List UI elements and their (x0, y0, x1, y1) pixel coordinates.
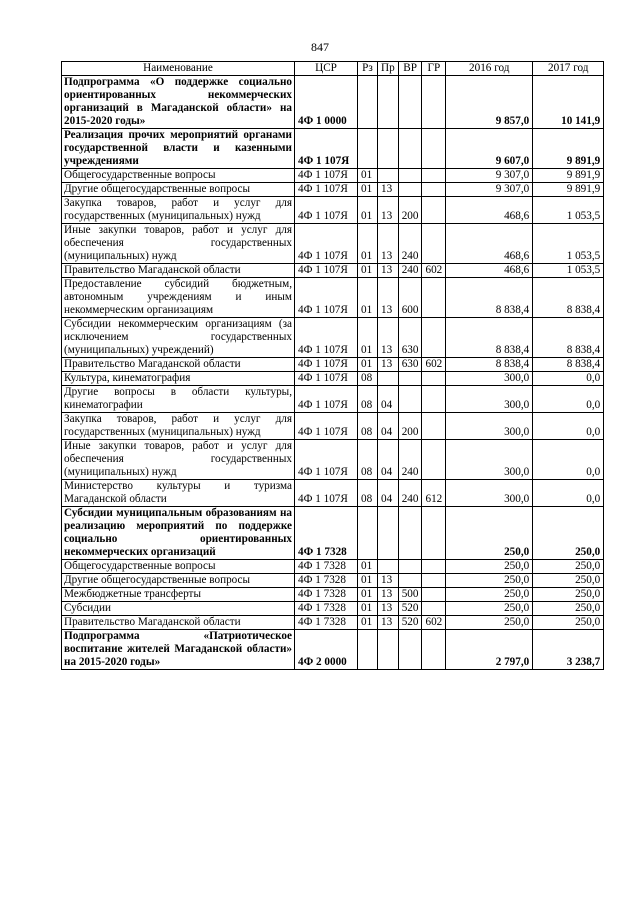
header-row (62, 62, 604, 76)
cell-pr (378, 372, 399, 386)
header-pr: Пр (378, 62, 399, 76)
cell-2016: 8 838,4 (446, 318, 533, 358)
cell-2017: 0,0 (533, 372, 604, 386)
cell-2017: 1 053,5 (533, 264, 604, 278)
table-row (62, 358, 604, 372)
cell-2017: 10 141,9 (533, 76, 604, 129)
cell-gr (422, 169, 446, 183)
cell-2016: 300,0 (446, 440, 533, 480)
cell-2016: 250,0 (446, 588, 533, 602)
cell-name: Общегосударственные вопросы (62, 560, 295, 574)
cell-gr (422, 224, 446, 264)
cell-2017: 250,0 (533, 560, 604, 574)
cell-name: Подпрограмма «О поддержке социально ориентированных некоммерческих организаций в Магаданской области» на 2015-2020 годы» (62, 76, 295, 129)
table-row (62, 440, 604, 480)
cell-rz (358, 76, 378, 129)
cell-rz: 01 (358, 602, 378, 616)
cell-name: Закупка товаров, работ и услуг для государственных (муниципальных) нужд (62, 197, 295, 224)
cell-2017: 0,0 (533, 480, 604, 507)
cell-pr (378, 169, 399, 183)
cell-vr: 240 (398, 264, 422, 278)
cell-rz: 01 (358, 224, 378, 264)
cell-csr: 4Ф 1 7328 (295, 507, 358, 560)
header-gr: ГР (422, 62, 446, 76)
cell-name: Другие общегосударственные вопросы (62, 574, 295, 588)
cell-rz: 08 (358, 386, 378, 413)
cell-gr (422, 440, 446, 480)
cell-gr (422, 630, 446, 670)
cell-2017: 0,0 (533, 440, 604, 480)
header-vr: ВР (398, 62, 422, 76)
cell-csr: 4Ф 1 107Я (295, 358, 358, 372)
cell-csr: 4Ф 1 7328 (295, 560, 358, 574)
cell-2016: 250,0 (446, 560, 533, 574)
cell-vr (398, 630, 422, 670)
cell-vr: 240 (398, 440, 422, 480)
cell-vr: 500 (398, 588, 422, 602)
table-row (62, 480, 604, 507)
header-2016: 2016 год (446, 62, 533, 76)
cell-pr: 13 (378, 602, 399, 616)
table-row (62, 264, 604, 278)
cell-vr (398, 169, 422, 183)
cell-pr: 13 (378, 197, 399, 224)
cell-2016: 9 307,0 (446, 169, 533, 183)
cell-name: Министерство культуры и туризма Магаданской области (62, 480, 295, 507)
cell-2016: 250,0 (446, 616, 533, 630)
cell-pr: 13 (378, 278, 399, 318)
cell-csr: 4Ф 1 107Я (295, 386, 358, 413)
cell-gr: 612 (422, 480, 446, 507)
cell-2016: 250,0 (446, 602, 533, 616)
cell-2017: 9 891,9 (533, 183, 604, 197)
table-row (62, 372, 604, 386)
cell-vr (398, 76, 422, 129)
cell-pr: 04 (378, 386, 399, 413)
cell-rz: 01 (358, 278, 378, 318)
header-rz: Рз (358, 62, 378, 76)
cell-vr: 200 (398, 413, 422, 440)
cell-2017: 8 838,4 (533, 358, 604, 372)
cell-2017: 250,0 (533, 616, 604, 630)
cell-vr: 630 (398, 318, 422, 358)
cell-csr: 4Ф 1 7328 (295, 602, 358, 616)
table-row (62, 278, 604, 318)
cell-2017: 1 053,5 (533, 197, 604, 224)
cell-2016: 250,0 (446, 507, 533, 560)
table-row (62, 224, 604, 264)
cell-pr: 13 (378, 616, 399, 630)
cell-pr: 04 (378, 440, 399, 480)
cell-csr: 4Ф 1 107Я (295, 183, 358, 197)
cell-rz: 01 (358, 197, 378, 224)
cell-vr: 630 (398, 358, 422, 372)
cell-vr: 240 (398, 224, 422, 264)
cell-rz: 08 (358, 440, 378, 480)
cell-csr: 4Ф 2 0000 (295, 630, 358, 670)
cell-2017: 250,0 (533, 602, 604, 616)
page-number: 847 (311, 40, 329, 54)
cell-pr: 13 (378, 318, 399, 358)
table-row (62, 602, 604, 616)
cell-gr (422, 372, 446, 386)
header-csr: ЦСР (295, 62, 358, 76)
cell-csr: 4Ф 1 107Я (295, 440, 358, 480)
cell-csr: 4Ф 1 7328 (295, 574, 358, 588)
cell-vr: 600 (398, 278, 422, 318)
cell-csr: 4Ф 1 107Я (295, 264, 358, 278)
cell-2017: 9 891,9 (533, 169, 604, 183)
cell-gr (422, 197, 446, 224)
cell-csr: 4Ф 1 107Я (295, 129, 358, 169)
cell-2016: 2 797,0 (446, 630, 533, 670)
cell-2016: 468,6 (446, 264, 533, 278)
cell-gr: 602 (422, 358, 446, 372)
cell-pr (378, 507, 399, 560)
cell-rz (358, 507, 378, 560)
cell-csr: 4Ф 1 107Я (295, 318, 358, 358)
budget-table (61, 61, 604, 670)
cell-pr (378, 76, 399, 129)
cell-gr (422, 183, 446, 197)
cell-csr: 4Ф 1 107Я (295, 224, 358, 264)
cell-gr (422, 507, 446, 560)
cell-name: Закупка товаров, работ и услуг для государственных (муниципальных) нужд (62, 413, 295, 440)
cell-2016: 8 838,4 (446, 278, 533, 318)
cell-name: Субсидии муниципальным образованиям на реализацию мероприятий по поддержке социально ориентированных некоммерческих организаций (62, 507, 295, 560)
cell-csr: 4Ф 1 0000 (295, 76, 358, 129)
cell-2016: 300,0 (446, 386, 533, 413)
cell-pr: 13 (378, 588, 399, 602)
cell-2017: 1 053,5 (533, 224, 604, 264)
header-name: Наименование (62, 62, 295, 76)
cell-csr: 4Ф 1 107Я (295, 278, 358, 318)
table-row (62, 169, 604, 183)
cell-pr (378, 560, 399, 574)
cell-pr (378, 129, 399, 169)
cell-gr: 602 (422, 616, 446, 630)
cell-vr (398, 183, 422, 197)
cell-name: Реализация прочих мероприятий органами государственной власти и казенными учреждениями (62, 129, 295, 169)
cell-2016: 9 307,0 (446, 183, 533, 197)
cell-2016: 300,0 (446, 413, 533, 440)
cell-2016: 468,6 (446, 224, 533, 264)
cell-name: Иные закупки товаров, работ и услуг для обеспечения государственных (муниципальных) нужд (62, 224, 295, 264)
cell-pr: 13 (378, 224, 399, 264)
cell-rz: 01 (358, 318, 378, 358)
cell-2016: 8 838,4 (446, 358, 533, 372)
table-row (62, 588, 604, 602)
cell-gr (422, 129, 446, 169)
cell-name: Субсидии некоммерческим организациям (за исключением государственных (муниципальных) учреждений) (62, 318, 295, 358)
cell-pr: 13 (378, 574, 399, 588)
cell-name: Субсидии (62, 602, 295, 616)
cell-rz: 08 (358, 480, 378, 507)
cell-pr: 13 (378, 264, 399, 278)
cell-csr: 4Ф 1 107Я (295, 480, 358, 507)
cell-2016: 300,0 (446, 372, 533, 386)
cell-2017: 250,0 (533, 574, 604, 588)
table-row (62, 507, 604, 560)
table-row (62, 197, 604, 224)
cell-vr: 520 (398, 602, 422, 616)
cell-gr (422, 560, 446, 574)
cell-csr: 4Ф 1 7328 (295, 616, 358, 630)
cell-rz (358, 630, 378, 670)
cell-csr: 4Ф 1 107Я (295, 169, 358, 183)
cell-vr (398, 507, 422, 560)
cell-gr (422, 574, 446, 588)
cell-gr (422, 602, 446, 616)
table-row (62, 129, 604, 169)
cell-rz: 01 (358, 560, 378, 574)
cell-2017: 250,0 (533, 588, 604, 602)
cell-name: Другие общегосударственные вопросы (62, 183, 295, 197)
cell-csr: 4Ф 1 107Я (295, 413, 358, 440)
table-row (62, 560, 604, 574)
table-body (62, 76, 604, 670)
cell-name: Межбюджетные трансферты (62, 588, 295, 602)
cell-csr: 4Ф 1 107Я (295, 372, 358, 386)
cell-rz (358, 129, 378, 169)
cell-2017: 8 838,4 (533, 318, 604, 358)
cell-name: Правительство Магаданской области (62, 358, 295, 372)
cell-pr: 13 (378, 358, 399, 372)
cell-2016: 9 857,0 (446, 76, 533, 129)
cell-rz: 08 (358, 413, 378, 440)
cell-rz: 01 (358, 588, 378, 602)
cell-gr (422, 413, 446, 440)
cell-csr: 4Ф 1 7328 (295, 588, 358, 602)
cell-rz: 01 (358, 169, 378, 183)
cell-2016: 468,6 (446, 197, 533, 224)
table-row (62, 413, 604, 440)
cell-rz: 01 (358, 183, 378, 197)
cell-2016: 250,0 (446, 574, 533, 588)
cell-name: Общегосударственные вопросы (62, 169, 295, 183)
cell-vr: 520 (398, 616, 422, 630)
cell-pr (378, 630, 399, 670)
cell-gr (422, 76, 446, 129)
cell-pr: 13 (378, 183, 399, 197)
table-row (62, 318, 604, 358)
table-row (62, 386, 604, 413)
cell-gr (422, 318, 446, 358)
cell-vr: 200 (398, 197, 422, 224)
cell-gr (422, 386, 446, 413)
cell-vr (398, 129, 422, 169)
table-row (62, 616, 604, 630)
cell-2017: 9 891,9 (533, 129, 604, 169)
cell-2017: 0,0 (533, 386, 604, 413)
cell-rz: 01 (358, 574, 378, 588)
table-row (62, 574, 604, 588)
cell-2017: 3 238,7 (533, 630, 604, 670)
cell-name: Предоставление субсидий бюджетным, автономным учреждениям и иным некоммерческим организациям (62, 278, 295, 318)
cell-2017: 250,0 (533, 507, 604, 560)
cell-vr (398, 560, 422, 574)
cell-csr: 4Ф 1 107Я (295, 197, 358, 224)
cell-rz: 01 (358, 616, 378, 630)
cell-gr (422, 278, 446, 318)
cell-2016: 9 607,0 (446, 129, 533, 169)
cell-name: Правительство Магаданской области (62, 264, 295, 278)
cell-pr: 04 (378, 480, 399, 507)
cell-vr (398, 574, 422, 588)
cell-rz: 01 (358, 264, 378, 278)
table-row (62, 630, 604, 670)
table-row (62, 76, 604, 129)
cell-gr (422, 588, 446, 602)
cell-2017: 0,0 (533, 413, 604, 440)
cell-rz: 08 (358, 372, 378, 386)
cell-gr: 602 (422, 264, 446, 278)
header-2017: 2017 год (533, 62, 604, 76)
cell-name: Подпрограмма «Патриотическое воспитание жителей Магаданской области» на 2015-2020 годы» (62, 630, 295, 670)
cell-vr (398, 372, 422, 386)
cell-2016: 300,0 (446, 480, 533, 507)
cell-name: Культура, кинематография (62, 372, 295, 386)
cell-name: Правительство Магаданской области (62, 616, 295, 630)
cell-name: Иные закупки товаров, работ и услуг для обеспечения государственных (муниципальных) нужд (62, 440, 295, 480)
table-row (62, 183, 604, 197)
cell-2017: 8 838,4 (533, 278, 604, 318)
cell-rz: 01 (358, 358, 378, 372)
cell-pr: 04 (378, 413, 399, 440)
cell-vr: 240 (398, 480, 422, 507)
cell-vr (398, 386, 422, 413)
cell-name: Другие вопросы в области культуры, кинематографии (62, 386, 295, 413)
